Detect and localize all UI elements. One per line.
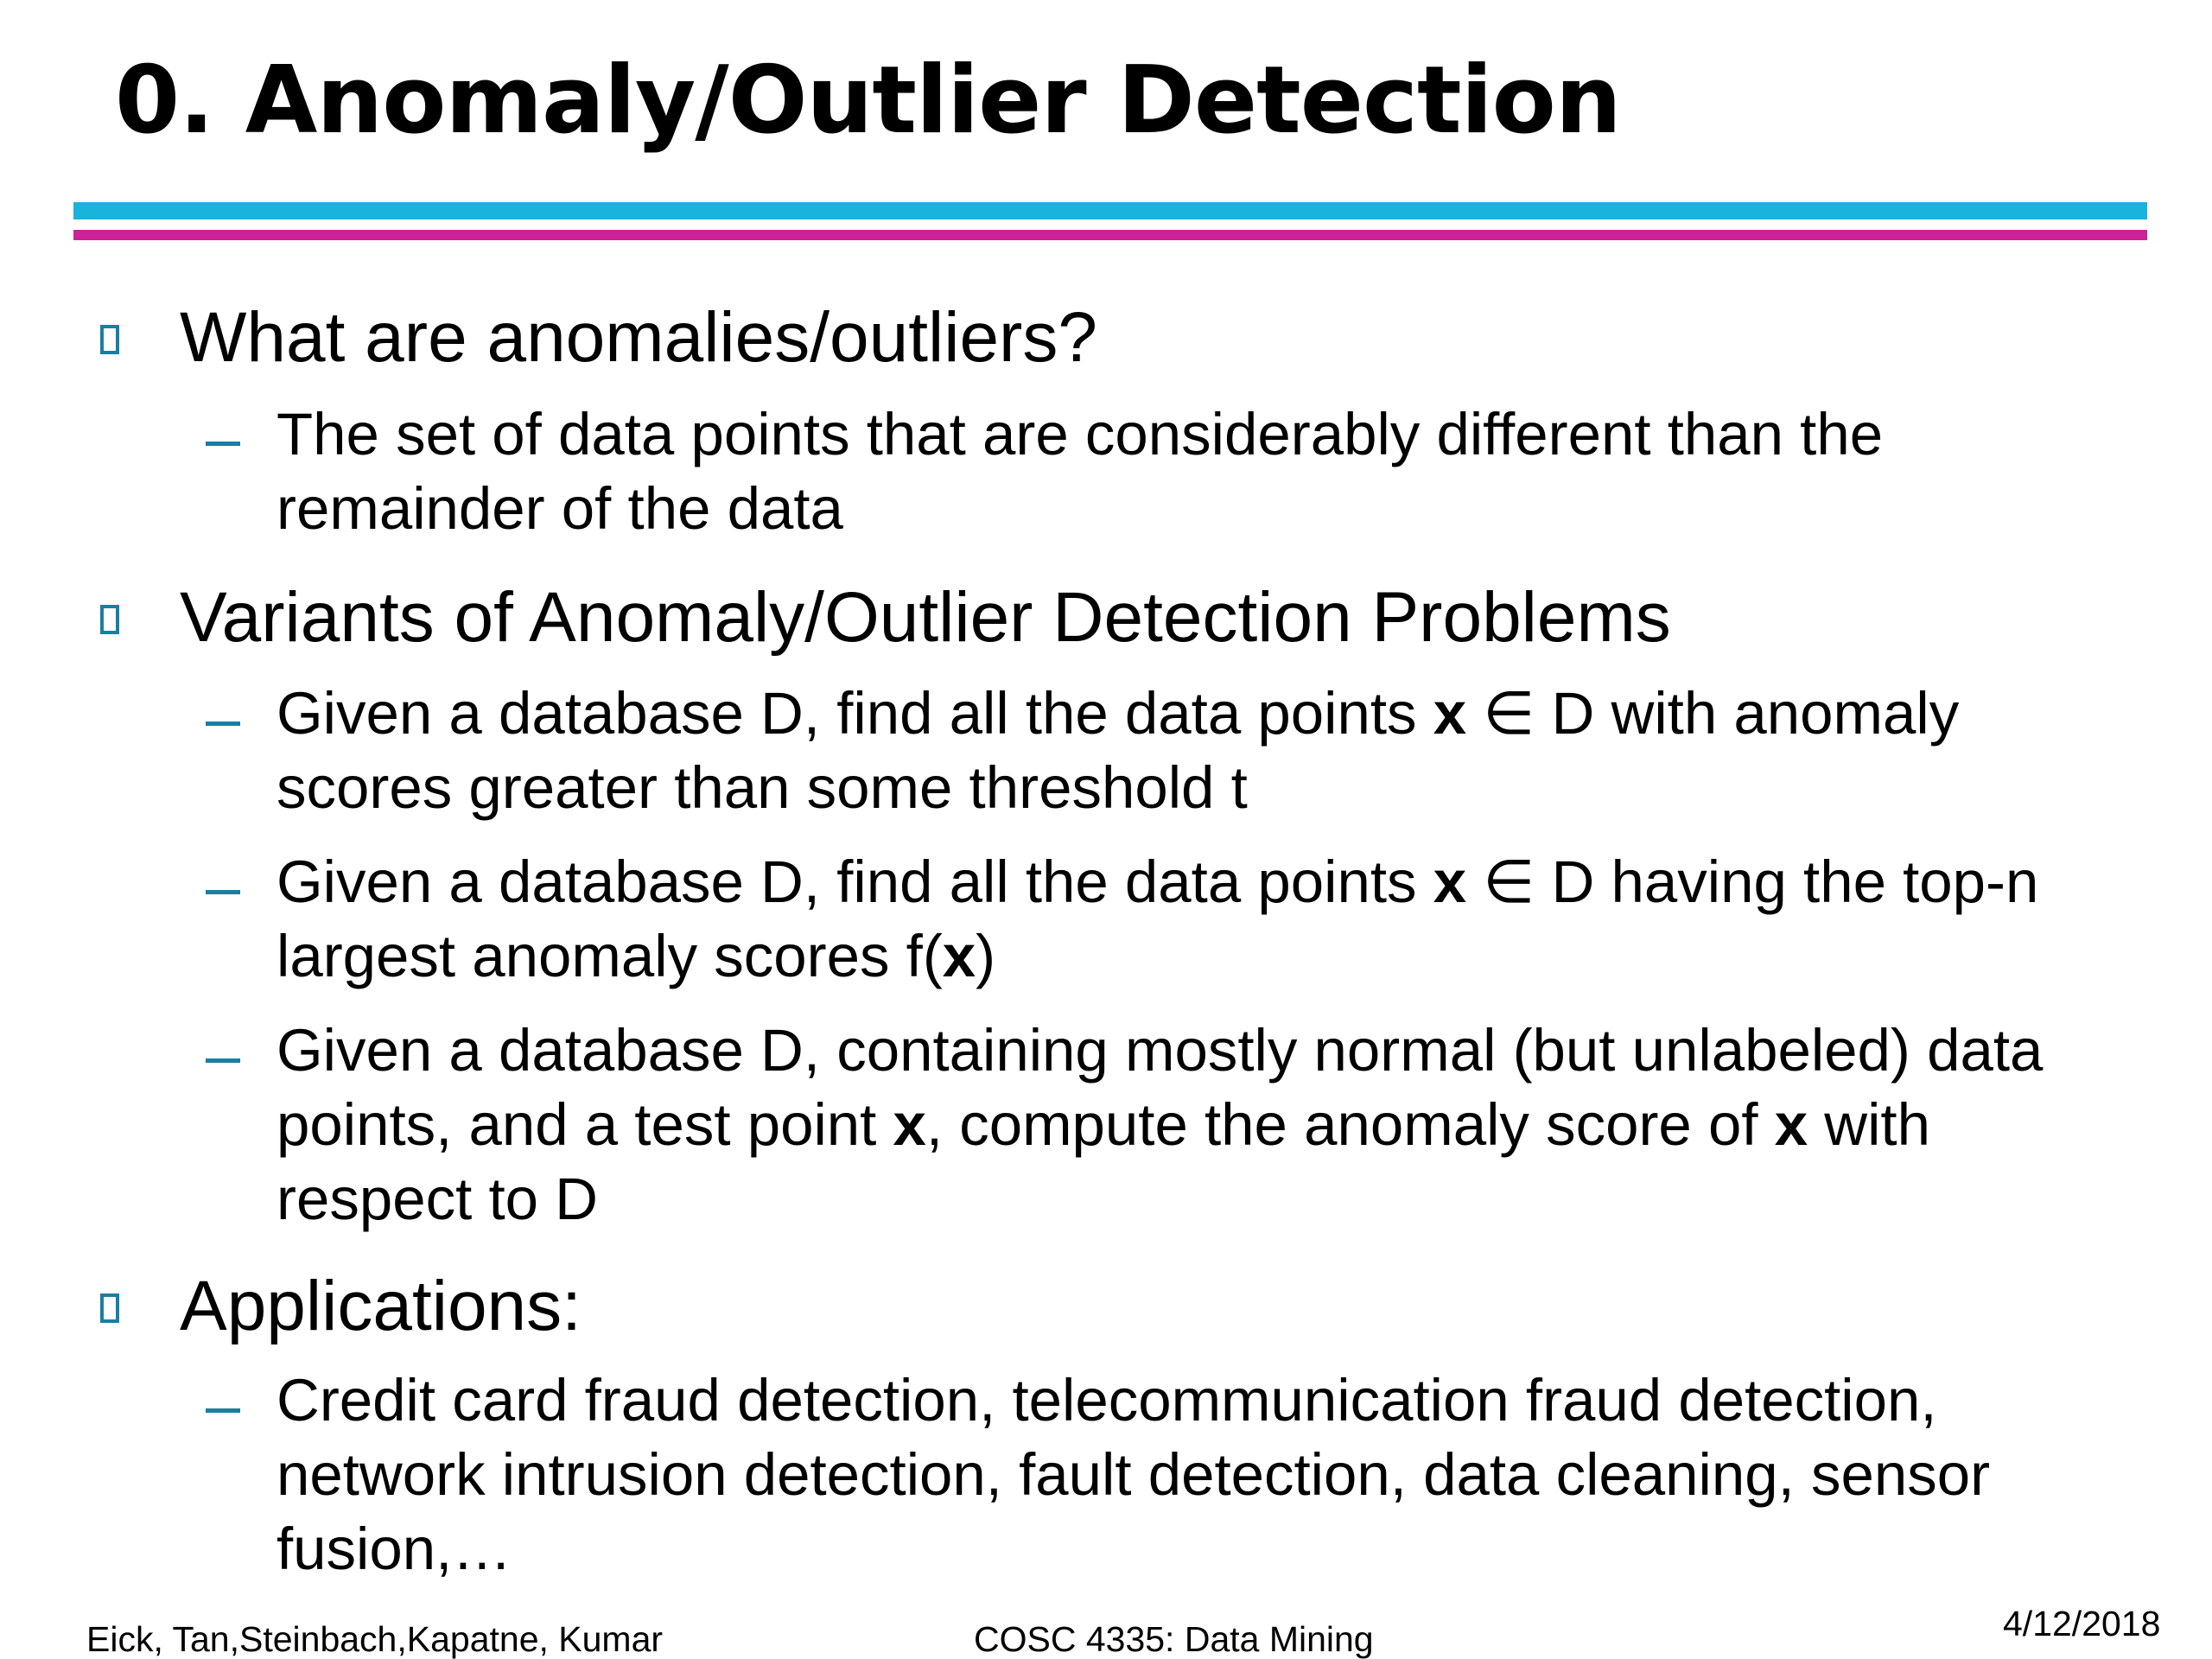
slide-title: 0. Anomaly/Outlier Detection	[115, 47, 1621, 155]
sub-bullet-line: largest anomaly scores f(x)	[276, 923, 996, 989]
sub-bullet-dash-icon	[206, 721, 240, 726]
sub-bullet-line: respect to D	[276, 1166, 598, 1232]
bullet-square-icon	[100, 605, 119, 634]
bullet-square-icon	[100, 325, 119, 354]
sub-bullet-line: scores greater than some threshold t	[276, 754, 1248, 821]
sub-bullet-line: Given a database D, containing mostly normal (but unlabeled) data	[276, 1017, 2044, 1084]
bullet-square-icon	[100, 1294, 119, 1323]
bullet-heading-applications: Applications:	[180, 1267, 582, 1345]
sub-bullet-line: Given a database D, find all the data points x ∈ D having the top-n	[276, 849, 2039, 915]
sub-bullet-line: fusion,…	[276, 1516, 512, 1582]
sub-bullet-line: Credit card fraud detection, telecommunication fraud detection,	[276, 1367, 1937, 1433]
title-rule-cyan	[73, 202, 2147, 219]
bullet-heading-anomalies: What are anomalies/outliers?	[180, 298, 1097, 377]
sub-bullet-dash-icon	[206, 1408, 240, 1413]
sub-bullet-line: points, and a test point x, compute the anomaly score of x with	[276, 1091, 1930, 1158]
sub-bullet-line: remainder of the data	[276, 475, 843, 542]
sub-bullet-line: The set of data points that are considerably different than the	[276, 401, 1884, 467]
title-rule-magenta	[73, 230, 2147, 240]
sub-bullet-dash-icon	[206, 1058, 240, 1063]
sub-bullet-dash-icon	[206, 890, 240, 894]
footer-course: COSC 4335: Data Mining	[974, 1619, 1374, 1659]
sub-bullet-line: Given a database D, find all the data points x ∈ D with anomaly	[276, 680, 1960, 747]
bullet-heading-variants: Variants of Anomaly/Outlier Detection Problems	[180, 578, 1671, 657]
sub-bullet-dash-icon	[206, 442, 240, 446]
footer-authors: Eick, Tan,Steinbach,Kapatne, Kumar	[86, 1619, 664, 1659]
sub-bullet-line: network intrusion detection, fault detection, data cleaning, sensor	[276, 1441, 1991, 1508]
footer-date: 4/12/2018	[2003, 1604, 2161, 1643]
